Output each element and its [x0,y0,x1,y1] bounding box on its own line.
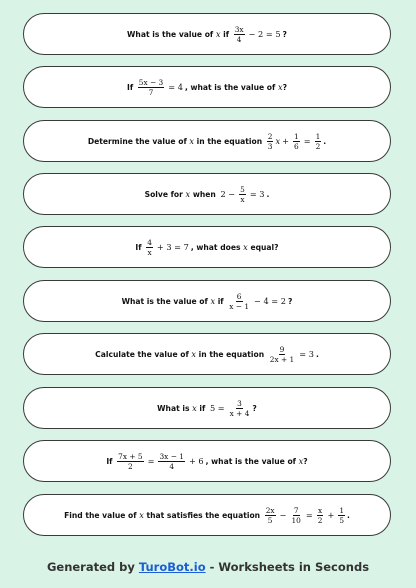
question-text: ? [252,403,257,413]
math-variable: x [189,136,195,146]
math-variable: x [210,296,216,306]
math-variable: x [191,349,197,359]
fraction [265,506,276,525]
math-variable: x [139,510,144,520]
question-card [23,66,391,108]
question-card [23,440,391,482]
question-card [23,226,391,268]
fraction-numerator: 5 [240,184,245,194]
question-text: . [266,189,270,199]
fraction-numerator: 3x − 1 [159,451,184,461]
fraction [146,238,153,257]
question-text: If [135,242,145,252]
question-card [23,120,391,162]
fraction [228,292,250,311]
question-text: . [323,136,327,146]
fraction-denominator: 2 [315,141,321,151]
fraction-denominator: 4 [236,34,242,44]
math-variable: x [185,189,191,199]
math-expression: 5 = [209,403,225,413]
math-expression: + [327,510,335,520]
math-expression: − 4 = 2 [254,296,286,306]
math-expression: = 3 [299,349,314,359]
fraction-numerator: 4 [147,237,152,247]
question-text: Solve for [144,189,186,199]
question-card [23,387,391,429]
fraction-numerator: 3 [237,398,242,408]
math-expression: = [303,136,311,146]
math-expression: = [305,510,313,520]
fraction [229,399,251,418]
question-card [23,13,391,55]
fraction-numerator: 1 [315,131,321,141]
fraction-denominator: 4 [169,461,175,471]
fraction [338,506,345,525]
question-text: , what does [190,242,244,252]
footer-suffix: - Worksheets in Seconds [205,560,370,574]
footer [0,560,416,574]
math-variable: x [275,136,281,146]
fraction [239,185,246,204]
math-variable: x [277,82,283,92]
question-card [23,280,391,322]
math-expression: 2 − [220,189,236,199]
turobot-link[interactable]: TuroBot.io [138,560,206,574]
question-text: if [196,403,208,413]
question-text: if [220,29,232,39]
fraction-numerator: 7x + 5 [118,451,143,461]
fraction-numerator: 2 [267,131,273,141]
fraction-denominator: x − 1 [229,301,250,311]
math-expression: = [147,456,155,466]
fraction [293,132,300,151]
question-card [23,333,391,375]
question-text: If [127,82,136,92]
fraction [158,452,184,471]
fraction-denominator: 5 [339,515,345,525]
fraction-numerator: 5x − 3 [138,77,164,87]
fraction-denominator: 5 [267,515,273,525]
question-text: ? [282,82,287,92]
fraction-denominator: 2 [317,515,323,525]
question-text: Determine the value of [87,136,190,146]
math-variable: x [298,456,304,466]
math-expression: + [282,136,289,146]
math-variable: x [192,403,197,413]
math-expression: − 2 = 5 [248,29,281,39]
fraction [138,78,164,97]
question-text: Find the value of [64,510,140,520]
fraction [117,452,143,471]
fraction-denominator: 6 [293,141,299,151]
fraction-numerator: 3x [234,24,244,34]
question-text: , what is the value of [205,456,299,466]
math-expression: = 3 [249,189,265,199]
math-expression: + 6 [188,456,204,466]
fraction-numerator: 6 [236,291,242,301]
fraction [234,25,245,44]
fraction [290,506,301,525]
math-expression: + 3 = 7 [156,242,189,252]
fraction [269,345,295,364]
math-variable: x [215,29,221,39]
question-text: . [347,510,350,520]
question-text: ? [282,29,287,39]
question-text: ? [287,296,293,306]
question-card [23,173,391,215]
math-variable: x [243,242,248,252]
math-expression: = 4 [168,82,183,92]
question-text: What is the value of [127,29,216,39]
fraction [315,132,322,151]
fraction-denominator: 2x + 1 [269,354,295,364]
question-text: What is the value of [121,296,211,306]
question-text: , what is the value of [184,82,278,92]
fraction-denominator: x [147,247,152,257]
fraction-numerator: 7 [293,505,299,515]
question-card [23,494,391,536]
fraction-denominator: 3 [267,141,273,151]
math-expression: − [279,510,287,520]
fraction-numerator: 1 [339,505,345,515]
fraction-denominator: 2 [128,461,133,471]
question-text: if [215,296,227,306]
fraction [267,132,274,151]
question-text: ? [303,456,308,466]
question-text: that satisfies the equation [143,510,263,520]
question-text: If [106,456,116,466]
fraction-numerator: 9 [279,344,285,354]
footer-prefix: Generated by [46,560,139,574]
fraction-denominator: 7 [148,87,154,97]
fraction [317,506,324,525]
question-text: Calculate the value of [95,349,192,359]
fraction-denominator: x + 4 [229,408,250,418]
question-text: in the equation [194,136,265,146]
question-text: when [190,189,219,199]
question-text: What is [157,403,193,413]
fraction-numerator: x [318,505,323,515]
fraction-numerator: 1 [293,131,299,141]
fraction-denominator: x [240,194,245,204]
question-text: equal? [247,242,279,252]
question-text: . [315,349,319,359]
fraction-numerator: 2x [265,505,275,515]
fraction-denominator: 10 [291,515,301,525]
question-text: in the equation [196,349,267,359]
